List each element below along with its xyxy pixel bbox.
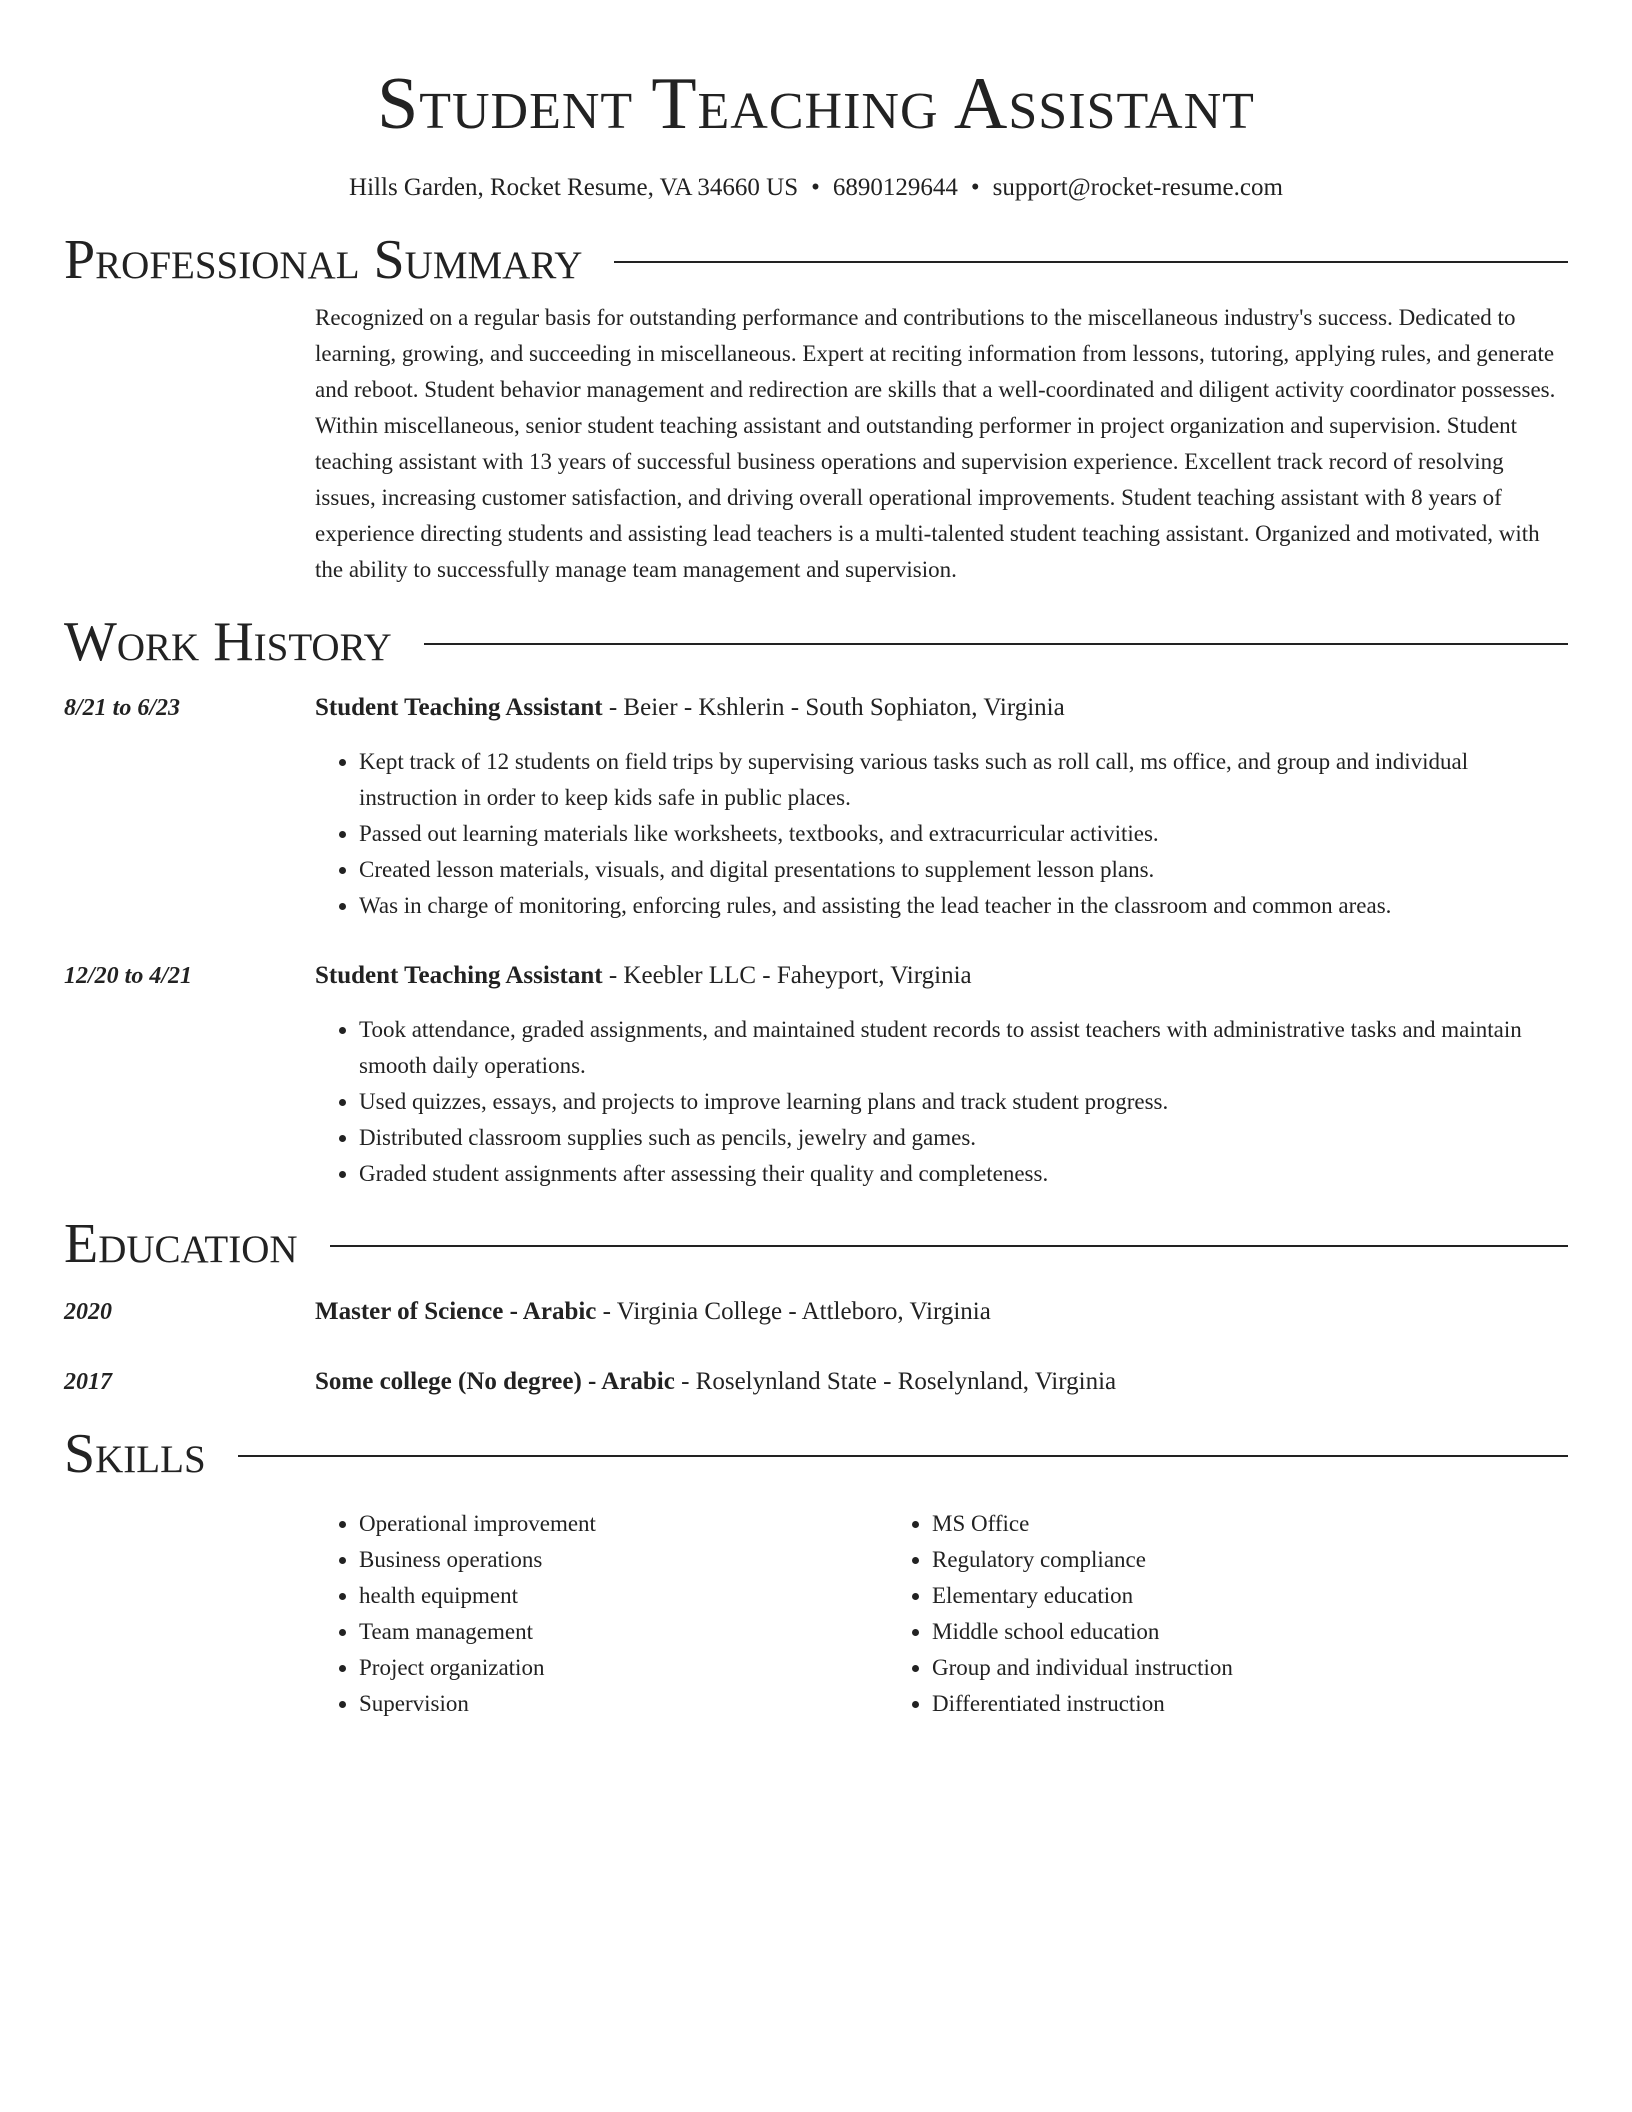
work-bullet: • Passed out learning materials like worksheets, textbooks, and extracurricular activities. xyxy=(359,816,1568,852)
skills-heading: Skills xyxy=(64,1423,206,1485)
skills-list-left xyxy=(315,1506,888,1722)
work-history-heading: Work History xyxy=(64,611,392,673)
work-bullet: • Used quizzes, essays, and projects to improve learning plans and track student progress. xyxy=(359,1084,1568,1120)
education-year: 2020 xyxy=(64,1299,112,1325)
skills-header xyxy=(64,1422,1568,1486)
skill-item: • Group and individual instruction xyxy=(932,1650,1568,1686)
resume-page xyxy=(64,0,1568,1722)
work-body xyxy=(315,690,1568,924)
candidate-name: Student Teaching Assistant xyxy=(377,63,1255,145)
skill-item: • Supervision xyxy=(359,1686,888,1722)
work-entry xyxy=(64,690,1568,924)
work-bullet: • Graded student assignments after assessing their quality and completeness. xyxy=(359,1156,1568,1192)
contact-separator: • xyxy=(811,174,820,201)
skill-item: • Business operations xyxy=(359,1542,888,1578)
section-divider xyxy=(238,1455,1568,1457)
work-bullets xyxy=(315,1012,1568,1192)
education-header xyxy=(64,1212,1568,1276)
skills-list-right xyxy=(888,1506,1568,1722)
summary-section xyxy=(64,228,1568,588)
job-details: - Beier - Kshlerin - South Sophiaton, Virginia xyxy=(602,694,1065,721)
work-entry xyxy=(64,958,1568,1192)
contact-line xyxy=(64,172,1568,204)
degree-name: Master of Science - Arabic xyxy=(315,1298,597,1325)
skill-item: • MS Office xyxy=(932,1506,1568,1542)
work-bullet: • Was in charge of monitoring, enforcing rules, and assisting the lead teacher in the classroom and common areas. xyxy=(359,888,1568,924)
education-entry xyxy=(64,1364,1568,1400)
skill-item: • health equipment xyxy=(359,1578,888,1614)
degree-name: Some college (No degree) - Arabic xyxy=(315,1368,675,1395)
section-divider xyxy=(424,643,1568,645)
work-history-section xyxy=(64,610,1568,1192)
summary-header xyxy=(64,228,1568,292)
contact-address: Hills Garden, Rocket Resume, VA 34660 US xyxy=(349,174,799,201)
skills-section xyxy=(64,1422,1568,1722)
skills-columns xyxy=(315,1506,1568,1722)
skill-item: • Regulatory compliance xyxy=(932,1542,1568,1578)
contact-separator: • xyxy=(970,174,980,201)
work-headline xyxy=(315,690,1568,726)
work-bullets xyxy=(315,744,1568,924)
skill-item: • Project organization xyxy=(359,1650,888,1686)
school-details: - Virginia College - Attleboro, Virginia xyxy=(596,1298,991,1325)
summary-text: Recognized on a regular basis for outstanding performance and contributions to the miscellaneous industry's success. Dedicated to learning, growing, and succeeding in miscellaneous. Expert at reciting information from lessons, tutoring, applying rules, and generate and reboot. Student behavior management and redirection are skills that a well-coordinated and diligent activity coordinator possesses. Within miscellaneous, senior student teaching assistant and outstanding performer in project organization and supervision. Student teaching assistant with 13 years of successful business operations and supervision experience. Excellent track record of resolving issues, increasing customer satisfaction, and driving overall operational improvements. Student teaching assistant with 8 years of experience directing students and assisting lead teachers is a multi-talented student teaching assistant. Organized and motivated, with the ability to successfully manage team management and supervision. xyxy=(315,305,1556,582)
contact-phone: 6890129644 xyxy=(832,174,958,201)
work-headline xyxy=(315,958,1568,994)
work-dates: 8/21 to 6/23 xyxy=(64,695,181,721)
section-divider xyxy=(330,1245,1568,1247)
work-body xyxy=(315,958,1568,1192)
work-bullet: • Kept track of 12 students on field trips by supervising various tasks such as roll call, ms office, and group and individual instruction in order to keep kids safe in public places. xyxy=(359,744,1568,816)
skill-item: • Operational improvement xyxy=(359,1506,888,1542)
skill-item: • Differentiated instruction xyxy=(932,1686,1568,1722)
education-headline xyxy=(315,1364,1568,1400)
skill-item: • Elementary education xyxy=(932,1578,1568,1614)
education-heading: Education xyxy=(64,1213,298,1275)
education-year: 2017 xyxy=(64,1369,112,1395)
work-history-header xyxy=(64,610,1568,674)
education-body xyxy=(315,1294,1568,1330)
job-title: Student Teaching Assistant xyxy=(315,962,603,989)
work-bullet: • Distributed classroom supplies such as pencils, jewelry and games. xyxy=(359,1120,1568,1156)
work-bullet: • Took attendance, graded assignments, and maintained student records to assist teachers with administrative tasks and maintain smooth daily operations. xyxy=(359,1012,1568,1084)
work-dates: 12/20 to 4/21 xyxy=(64,963,193,989)
education-body xyxy=(315,1364,1568,1400)
summary-heading: Professional Summary xyxy=(64,229,583,291)
education-entry xyxy=(64,1294,1568,1330)
job-details: - Keebler LLC - Faheyport, Virginia xyxy=(602,962,972,989)
skill-item: • Team management xyxy=(359,1614,888,1650)
education-section xyxy=(64,1212,1568,1400)
skill-item: • Middle school education xyxy=(932,1614,1568,1650)
school-details: - Roselynland State - Roselynland, Virginia xyxy=(674,1368,1117,1395)
job-title: Student Teaching Assistant xyxy=(315,694,603,721)
work-bullet: • Created lesson materials, visuals, and digital presentations to supplement lesson plans. xyxy=(359,852,1568,888)
contact-email: support@rocket-resume.com xyxy=(992,174,1283,201)
section-divider xyxy=(614,261,1568,263)
education-headline xyxy=(315,1294,1568,1330)
